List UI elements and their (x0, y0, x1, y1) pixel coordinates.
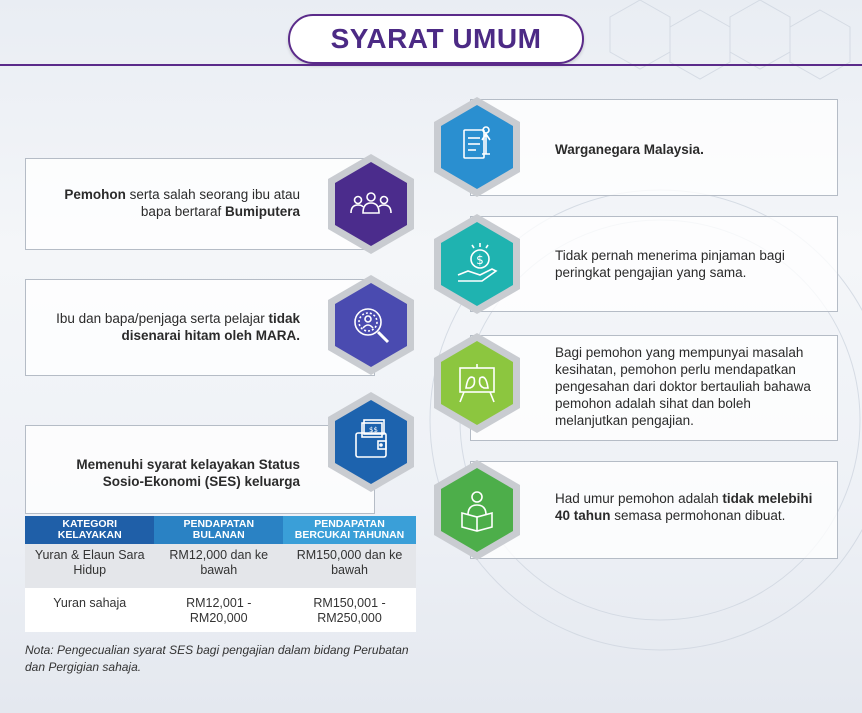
title-divider (0, 64, 862, 66)
requirement-age-text: Had umur pemohon adalah tidak melebihi 40 tahun semasa permohonan dibuat. (555, 491, 813, 523)
requirement-health-text: Bagi pemohon yang mempunyai masalah kesihatan, pemohon perlu mendapatkan pengesahan dari doktor bertauliah bahawa pemohon adalah sihat dan boleh melanjutkan pengajian. (555, 345, 811, 428)
table-cell: Yuran sahaja (53, 596, 127, 610)
people-group-icon (318, 151, 424, 257)
table-cell: RM150,001 - RM250,000 (313, 596, 386, 625)
presentation-board-icon (424, 330, 530, 436)
ses-exemption-note: Nota: Pengecualian syarat SES bagi pengajian dalam bidang Perubatan dan Pergigian sahaja. (25, 643, 409, 674)
table-cell: RM12,000 dan ke bawah (169, 548, 269, 577)
ses-header-monthly: PENDAPATAN BULANAN (154, 516, 283, 544)
table-row (25, 588, 416, 632)
table-cell: Yuran & Elaun Sara Hidup (34, 548, 145, 577)
ses-header-annual: PENDAPATAN BERCUKAI TAHUNAN (283, 516, 416, 544)
requirement-bumiputera-text: Pemohon serta salah seorang ibu atau bapa bertaraf Bumiputera (64, 187, 300, 219)
requirement-ses-text: Memenuhi syarat kelayakan Status Sosio-Ekonomi (SES) keluarga (76, 457, 300, 489)
hand-money-icon (424, 211, 530, 317)
ses-header-category: KATEGORI KELAYAKAN (25, 516, 154, 544)
table-cell: RM150,000 dan ke bawah (296, 548, 403, 577)
svg-text:$$: $$ (369, 426, 378, 434)
table-cell: RM12,001 - RM20,000 (186, 596, 252, 625)
requirement-citizenship-text: Warganegara Malaysia. (555, 142, 704, 157)
certificate-person-icon (424, 94, 530, 200)
wallet-money-icon (318, 389, 424, 495)
requirement-no-loan-text: Tidak pernah menerima pinjaman bagi peringkat pengajian yang sama. (555, 248, 785, 280)
ses-table (25, 516, 416, 632)
requirement-not-blacklisted-text: Ibu dan bapa/penjaga serta pelajar tidak disenarai hitam oleh MARA. (56, 311, 300, 343)
svg-text:$: $ (476, 253, 484, 267)
page-title: SYARAT UMUM (288, 14, 584, 64)
person-reading-icon (424, 457, 530, 563)
table-row (25, 544, 416, 588)
magnifier-person-icon (318, 272, 424, 378)
